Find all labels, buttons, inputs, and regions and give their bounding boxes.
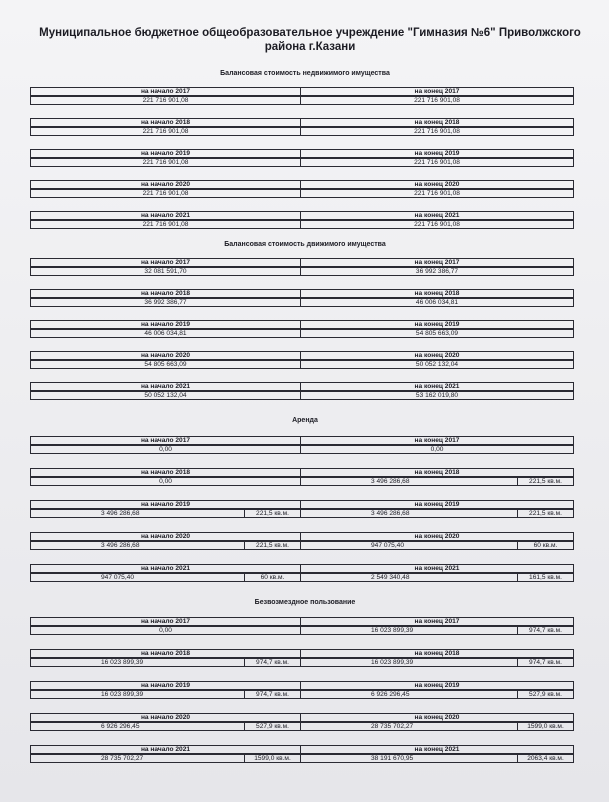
label-row [30, 382, 574, 391]
label-row [30, 180, 574, 189]
end-label: на конец 2021 [301, 745, 574, 754]
end-value-cell [301, 541, 574, 550]
end-value-cell [301, 754, 574, 763]
end-value-cell [301, 690, 574, 699]
end-label: на конец 2020 [301, 180, 574, 189]
end-value: 947 075,40 [301, 542, 518, 549]
end-area: 221,5 кв.м. [529, 478, 562, 485]
value-row [30, 267, 574, 276]
start-area: 221,5 кв.м. [256, 510, 289, 517]
end-value-cell [301, 477, 574, 486]
start-value: 16 023 899,39 [31, 691, 245, 698]
value-row [30, 509, 574, 518]
label-row [30, 436, 574, 445]
end-label: на конец 2019 [301, 320, 574, 329]
end-value: 50 052 132,04 [301, 360, 574, 369]
end-value: 53 162 019,80 [301, 391, 574, 400]
label-row [30, 681, 574, 690]
end-area: 2063,4 кв.м. [527, 755, 564, 762]
value-row [30, 541, 574, 550]
end-value: 16 023 899,39 [301, 627, 518, 634]
start-label: на начало 2021 [30, 564, 301, 573]
end-value-cell [301, 722, 574, 731]
start-label: на начало 2021 [30, 745, 301, 754]
end-value: 2 549 340,48 [301, 574, 518, 581]
start-label: на начало 2017 [30, 436, 301, 445]
document-title: Муниципальное бюджетное общеобразовательное учреждение "Гимназия №6" Приволжского района г.Казани [39, 27, 581, 53]
start-value: 221 716 901,08 [30, 220, 301, 229]
end-label: на конец 2020 [301, 351, 574, 360]
start-label: на начало 2018 [30, 468, 301, 477]
start-label: на начало 2017 [30, 258, 301, 267]
end-label: на конец 2018 [301, 118, 574, 127]
end-value: 28 735 702,27 [301, 723, 518, 730]
value-row [30, 658, 574, 667]
start-label: на начало 2019 [30, 681, 301, 690]
end-value-cell [301, 509, 574, 518]
end-label: на конец 2019 [301, 500, 574, 509]
value-row [30, 754, 574, 763]
start-value: 3 496 286,68 [31, 542, 245, 549]
label-row [30, 532, 574, 541]
value-row [30, 626, 574, 635]
end-value: 36 992 386,77 [301, 267, 574, 276]
end-value: 221 716 901,08 [301, 96, 574, 105]
start-value: 28 735 702,27 [31, 755, 245, 762]
start-value-cell [30, 754, 301, 763]
end-value: 6 926 296,45 [301, 691, 518, 698]
value-row [30, 329, 574, 338]
start-label: на начало 2017 [30, 87, 301, 96]
end-area: 60 кв.м. [533, 542, 558, 549]
end-label: на конец 2021 [301, 564, 574, 573]
end-label: на конец 2017 [301, 87, 574, 96]
start-value: 46 006 034,81 [30, 329, 301, 338]
label-row [30, 564, 574, 573]
value-row [30, 220, 574, 229]
start-value: 221 716 901,08 [30, 127, 301, 136]
start-label: на начало 2020 [30, 713, 301, 722]
start-value-cell [30, 658, 301, 667]
label-row [30, 289, 574, 298]
label-row [30, 351, 574, 360]
start-value: 0,00 [30, 477, 301, 486]
label-row [30, 745, 574, 754]
start-label: на начало 2020 [30, 351, 301, 360]
end-label: на конец 2021 [301, 382, 574, 391]
end-label: на конец 2019 [301, 149, 574, 158]
start-label: на начало 2018 [30, 649, 301, 658]
value-row [30, 127, 574, 136]
end-value: 221 716 901,08 [301, 189, 574, 198]
value-row [30, 445, 574, 454]
label-row [30, 320, 574, 329]
start-label: на начало 2019 [30, 149, 301, 158]
value-row [30, 96, 574, 105]
end-value: 3 496 286,68 [301, 478, 518, 485]
value-row [30, 189, 574, 198]
value-row [30, 573, 574, 582]
end-label: на конец 2017 [301, 258, 574, 267]
label-row [30, 617, 574, 626]
start-value-cell [30, 690, 301, 699]
start-value: 6 926 296,45 [31, 723, 245, 730]
end-value: 221 716 901,08 [301, 158, 574, 167]
label-row [30, 87, 574, 96]
start-label: на начало 2020 [30, 180, 301, 189]
start-label: на начало 2018 [30, 118, 301, 127]
end-label: на конец 2021 [301, 211, 574, 220]
start-area: 1599,0 кв.м. [254, 755, 291, 762]
end-label: на конец 2019 [301, 681, 574, 690]
label-row [30, 468, 574, 477]
value-row [30, 391, 574, 400]
start-value: 0,00 [30, 626, 301, 635]
end-label: на конец 2017 [301, 617, 574, 626]
start-label: на начало 2017 [30, 617, 301, 626]
end-value: 16 023 899,39 [301, 659, 518, 666]
end-label: на конец 2020 [301, 532, 574, 541]
end-value: 221 716 901,08 [301, 220, 574, 229]
start-value-cell [30, 541, 301, 550]
end-label: на конец 2020 [301, 713, 574, 722]
section-heading: Балансовая стоимость недвижимого имущества [220, 70, 390, 77]
end-area: 527,9 кв.м. [529, 691, 562, 698]
end-value: 46 006 034,81 [301, 298, 574, 307]
end-label: на конец 2018 [301, 468, 574, 477]
start-label: на начало 2021 [30, 382, 301, 391]
start-value: 3 496 286,68 [31, 510, 245, 517]
value-row [30, 298, 574, 307]
end-value: 54 805 663,09 [301, 329, 574, 338]
end-area: 221,5 кв.м. [529, 510, 562, 517]
section-heading: Безвозмездное пользование [254, 599, 356, 606]
value-row [30, 477, 574, 486]
start-value: 221 716 901,08 [30, 96, 301, 105]
value-row [30, 158, 574, 167]
start-value: 36 992 386,77 [30, 298, 301, 307]
value-row [30, 360, 574, 369]
end-area: 974,7 кв.м. [529, 659, 562, 666]
start-value: 947 075,40 [31, 574, 245, 581]
end-value-cell [301, 658, 574, 667]
label-row [30, 211, 574, 220]
start-area: 974,7 кв.м. [256, 659, 289, 666]
start-value: 16 023 899,39 [31, 659, 245, 666]
start-value-cell [30, 509, 301, 518]
label-row [30, 500, 574, 509]
end-value: 3 496 286,68 [301, 510, 518, 517]
start-label: на начало 2020 [30, 532, 301, 541]
end-value: 38 191 670,95 [301, 755, 518, 762]
start-area: 221,5 кв.м. [256, 542, 289, 549]
end-value-cell [301, 573, 574, 582]
end-label: на конец 2017 [301, 436, 574, 445]
label-row [30, 713, 574, 722]
start-label: на начало 2021 [30, 211, 301, 220]
value-row [30, 690, 574, 699]
label-row [30, 258, 574, 267]
end-area: 161,5 кв.м. [529, 574, 562, 581]
start-label: на начало 2019 [30, 320, 301, 329]
label-row [30, 149, 574, 158]
label-row [30, 118, 574, 127]
start-area: 527,9 кв.м. [256, 723, 289, 730]
end-value: 0,00 [301, 445, 574, 454]
start-value-cell [30, 573, 301, 582]
start-area: 974,7 кв.м. [256, 691, 289, 698]
start-label: на начало 2018 [30, 289, 301, 298]
end-label: на конец 2018 [301, 289, 574, 298]
label-row [30, 649, 574, 658]
start-value: 221 716 901,08 [30, 189, 301, 198]
end-area: 1599,0 кв.м. [527, 723, 564, 730]
start-value: 221 716 901,08 [30, 158, 301, 167]
start-label: на начало 2019 [30, 500, 301, 509]
end-value-cell [301, 626, 574, 635]
end-area: 974,7 кв.м. [529, 627, 562, 634]
value-row [30, 722, 574, 731]
start-value: 50 052 132,04 [30, 391, 301, 400]
section-heading: Балансовая стоимость движимого имущества [224, 241, 386, 248]
end-value: 221 716 901,08 [301, 127, 574, 136]
start-value: 54 805 663,09 [30, 360, 301, 369]
start-value: 32 081 591,70 [30, 267, 301, 276]
start-value: 0,00 [30, 445, 301, 454]
start-area: 60 кв.м. [260, 574, 285, 581]
section-heading: Аренда [292, 417, 318, 424]
end-label: на конец 2018 [301, 649, 574, 658]
start-value-cell [30, 722, 301, 731]
